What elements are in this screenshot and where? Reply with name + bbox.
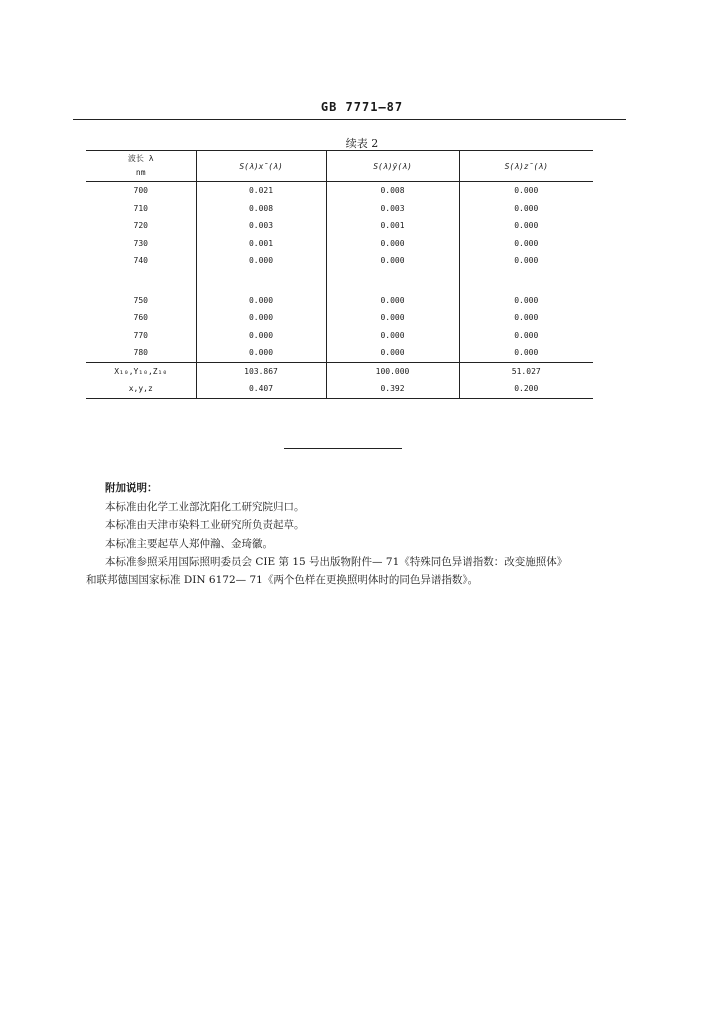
cell-sz: 0.000	[459, 292, 593, 310]
cell-sx: 0.000	[196, 292, 326, 310]
spacer-cell	[196, 270, 326, 292]
header-wavelength	[86, 151, 196, 182]
cell-sz: 0.000	[459, 235, 593, 253]
cell-sx: 0.021	[196, 182, 326, 200]
note-line-continuation: 和联邦德国国家标准 DIN 6172— 71《两个色样在更换照明体时的同色异谱指数》。	[86, 574, 479, 586]
header-wavelength-label: 波长 λ	[127, 154, 154, 163]
cell-sy: 0.008	[326, 182, 459, 200]
cell-sy: 0.000	[326, 344, 459, 362]
spacer-cell	[326, 270, 459, 292]
header-sy: S(λ)ȳ(λ)	[326, 151, 459, 182]
cell-sx: 0.000	[196, 344, 326, 362]
notes-heading: 附加说明：	[105, 482, 158, 494]
table-row	[86, 252, 593, 270]
cell-sx: 0.001	[196, 235, 326, 253]
cell-sy: 0.001	[326, 217, 459, 235]
table-caption: 续表 2	[345, 137, 379, 150]
table-row	[86, 182, 593, 200]
cell-wavelength: 780	[133, 348, 148, 358]
cell-wavelength: 750	[133, 295, 148, 305]
cell-wavelength: 710	[133, 203, 148, 213]
cell-sy: 0.000	[326, 309, 459, 327]
header-rule	[73, 119, 626, 120]
cell-sy: 0.000	[326, 252, 459, 270]
cell-wavelength: 760	[133, 313, 148, 323]
cell-sz: 0.000	[459, 182, 593, 200]
cell-sx: 0.000	[196, 327, 326, 345]
cell-sx: 103.867	[196, 362, 326, 380]
cell-wavelength: 730	[133, 238, 148, 248]
table-summary-row	[86, 380, 593, 398]
cell-sy: 0.000	[326, 327, 459, 345]
cell-sz: 0.000	[459, 252, 593, 270]
cell-sx: 0.003	[196, 217, 326, 235]
cell-wavelength: 700	[133, 186, 148, 196]
cell-sx: 0.000	[196, 309, 326, 327]
table-row	[86, 217, 593, 235]
cell-sz: 0.200	[459, 380, 593, 398]
cell-sy: 100.000	[326, 362, 459, 380]
note-line: 本标准参照采用国际照明委员会 CIE 第 15 号出版物附件— 71《特殊同色异谱指数：改变施照体》	[105, 556, 568, 568]
table-spacer-row	[86, 270, 593, 292]
cell-wavelength: 720	[133, 221, 148, 231]
spacer-cell	[86, 270, 196, 292]
cell-wavelength: 740	[133, 256, 148, 266]
spacer-cell	[459, 270, 593, 292]
table-row	[86, 327, 593, 345]
cell-sx: 0.008	[196, 200, 326, 218]
table-row	[86, 344, 593, 362]
table-row	[86, 200, 593, 218]
note-line: 本标准由天津市染料工业研究所负责起草。	[105, 519, 305, 531]
standard-number-header: GB 7771—87	[320, 100, 404, 114]
cell-sz: 0.000	[459, 217, 593, 235]
header-sx: S(λ)x̄(λ)	[196, 151, 326, 182]
table-row	[86, 235, 593, 253]
cell-sx: 0.000	[196, 252, 326, 270]
header-sz: S(λ)z̄(λ)	[459, 151, 593, 182]
cell-summary-label: X₁₀,Y₁₀,Z₁₀	[114, 366, 168, 376]
cell-sz: 51.027	[459, 362, 593, 380]
note-line: 本标准主要起草人郑仲瀚、金琦徽。	[105, 538, 273, 550]
cell-sy: 0.003	[326, 200, 459, 218]
cell-sy: 0.000	[326, 235, 459, 253]
cell-sx: 0.407	[196, 380, 326, 398]
cell-sz: 0.000	[459, 327, 593, 345]
cell-sz: 0.000	[459, 309, 593, 327]
section-separator	[284, 448, 402, 449]
cell-sy: 0.000	[326, 292, 459, 310]
cell-wavelength: 770	[133, 330, 148, 340]
cell-summary-label: x,y,z	[128, 384, 153, 394]
spectral-tristimulus-table	[86, 150, 593, 399]
note-line: 本标准由化学工业部沈阳化工研究院归口。	[105, 501, 305, 513]
cell-sz: 0.000	[459, 200, 593, 218]
cell-sz: 0.000	[459, 344, 593, 362]
header-wavelength-unit: nm	[135, 168, 146, 177]
table-summary-row	[86, 362, 593, 380]
table-header-row	[86, 151, 593, 182]
table-row	[86, 309, 593, 327]
cell-sy: 0.392	[326, 380, 459, 398]
table-row	[86, 292, 593, 310]
